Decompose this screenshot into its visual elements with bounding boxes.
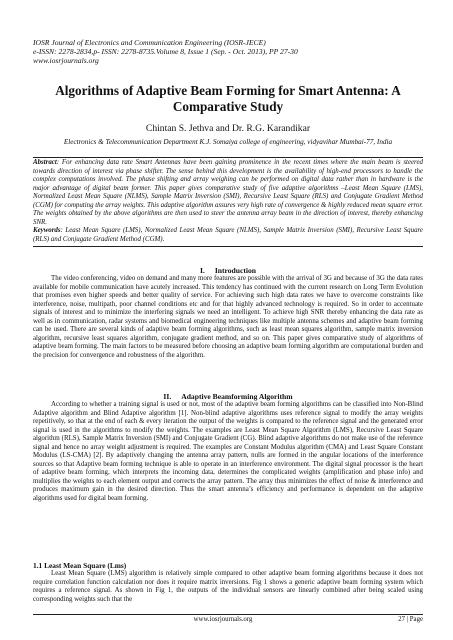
keywords [33, 227, 423, 244]
section-paragraph: The video conferencing, video on demand and many more features are possible with the arrival of 3G and because of 3G the data rates available for mobile communication have acutely increased. This tendency has continued with the current research on Long Term Evolution that promises even higher speeds and better quality of service. For achieving such high data rates we have to overcome constraints like interference, noise, multipath, poor channel conditions etc and for that highly advanced technology is required. So in order to accentuate signals of interest and to minimize the interfering signals we need an intelligent. To achieve high SNR thereby enhancing the data rate as well as in communication, radar systems and biomedical engineering techniques like multiple antenna schemes and adaptive beam forming can be used. There are several kinds of adaptive beam forming algorithms, such as least mean squares algorithm, sample matrix inversion algorithm, recursive least squares algorithm, conjugate gradient method, and so on. This paper gives comparative study of algorithms of adaptive beam forming. The main factors to be measured before choosing an adaptive beam forming algorithm are computational burden and the precision for convergence and robustness of the algorithm. [33, 275, 423, 359]
keywords-text: : Least Mean Square (LMS), Normalized Least Mean Square (NLMS), Sample Matrix Inversion (SMI), Recursive Least Square (RLS) and Conjugate Gradient Method (CGM). [33, 227, 423, 243]
footer-url: www.iosrjournals.org [193, 616, 253, 623]
abstract [33, 159, 423, 227]
section-heading [33, 392, 423, 401]
journal-url: www.iosrjournals.org [33, 56, 99, 66]
subsection-heading: 1.1 Least Mean Square (Lms) [33, 561, 127, 570]
section-adaptive-beamforming [33, 392, 423, 504]
abstract-label: Abstract [33, 159, 57, 166]
section-paragraph: According to whether a training signal is used or not, most of the adaptive beam forming algorithms can be classified into Non-Blind Adaptive algorithm and Blind Adaptive algorithm [1]. Non-blind adaptive algorithms uses reference signal to modify the array weights repetitively, so that at the end of each & every iteration the output of the weights is compared to the reference signal and the generated error signal is used in the algorithms to modify the weights. The examples are Least Mean Square Algorithm (LMS), Recursive Least Square algorithm (RLS), Sample Matrix Inversion (SMI) and Conjugate Gradient (CG). Blind adaptive algorithms do not make use of the reference signal and hence no array weight adjustment is required. The examples are Constant Modulus algorithm (CMA) and Least Square Constant Modulus (LS-CMA) [2]. By adaptively changing the antenna array pattern, nulls are formed in the angular locations of the interference sources so that Adaptive beam forming technique is able to operate in an interference environment. The digital signal processor is the heart of adaptive beam forming, which interprets the incoming data, determines the complicated weights (amplification and phase info) and multiplies the weights to each element output and corrects the array pattern. The array thus minimizes the effect of noise & interference and produces maximum gain in the desired direction. Thus the smart antenna’s efficiency and performance is dependent on the adaptive algorithms used for digital beam forming. [33, 401, 423, 503]
journal-name: IOSR Journal of Electronics and Communication Engineering (IOSR-JECE) [33, 38, 266, 47]
section-number: I. [199, 266, 205, 275]
section-introduction [33, 266, 423, 360]
section-number: II. [163, 392, 172, 401]
page-number: 27 | Page [398, 616, 423, 623]
section-paragraph: Least Mean Square (LMS) algorithm is relatively simple compared to other adaptive beam forming algorithms because it does not require correlation function calculation nor does it require matrix inversions. Fig 1 shows a generic adaptive beam forming system which requires a reference signal. As shown in Fig 1, the outputs of the individual sensors are linearly combined after being scaled using corresponding weights such that the [33, 570, 423, 603]
abstract-box [33, 157, 423, 247]
paper-authors: Chintan S. Jethva and Dr. R.G. Karandikar [145, 123, 311, 134]
keywords-label: Keywords [33, 227, 61, 235]
paper-title: Algorithms of Adaptive Beam Forming for Smart Antenna: A Comparative Study [55, 83, 401, 114]
author-affiliation: Electronics & Telecommunication Department K.J. Somaiya college of engineering, vidyavihar Mumbai-77, India [63, 138, 393, 146]
section-lms [33, 561, 423, 604]
journal-issn: e-ISSN: 2278-2834,p- ISSN: 2278-8735.Volume 8, Issue 1 (Sep. - Oct. 2013), PP 27-30 [33, 47, 298, 57]
abstract-text: : For enhancing data rate Smart Antennas have been gaining prominence in the recent times where the main beam is steered towards direction of interest via phase shifter. The sense behind this development is the availability of high-end processors to handle the complex computations involved. The phase shifting and array weighing can be performed on digital data rather than in hardware is the major advantage of digital beam former. This paper gives comparative study of five adaptive algorithms –Least Mean Square (LMS), Normalized Least Mean Square (NLMS), Sample Matrix Inversion (SMI), Recursive Least Square (RLS) and Conjugate Gradient Method (CGM) for computing the array weights. This adaptive algorithm assures very high rate of convergence & highly reduced mean square error. The weights obtained by the above algorithms are then used to steer the antenna array beam in the direction of interest, thereby enhancing SNR. [33, 159, 423, 226]
section-title: Introduction [214, 266, 257, 275]
section-title: Adaptive Beamforming Algorithm [181, 392, 293, 401]
section-heading [33, 266, 423, 275]
page-footer [33, 614, 423, 623]
journal-header [33, 38, 298, 66]
